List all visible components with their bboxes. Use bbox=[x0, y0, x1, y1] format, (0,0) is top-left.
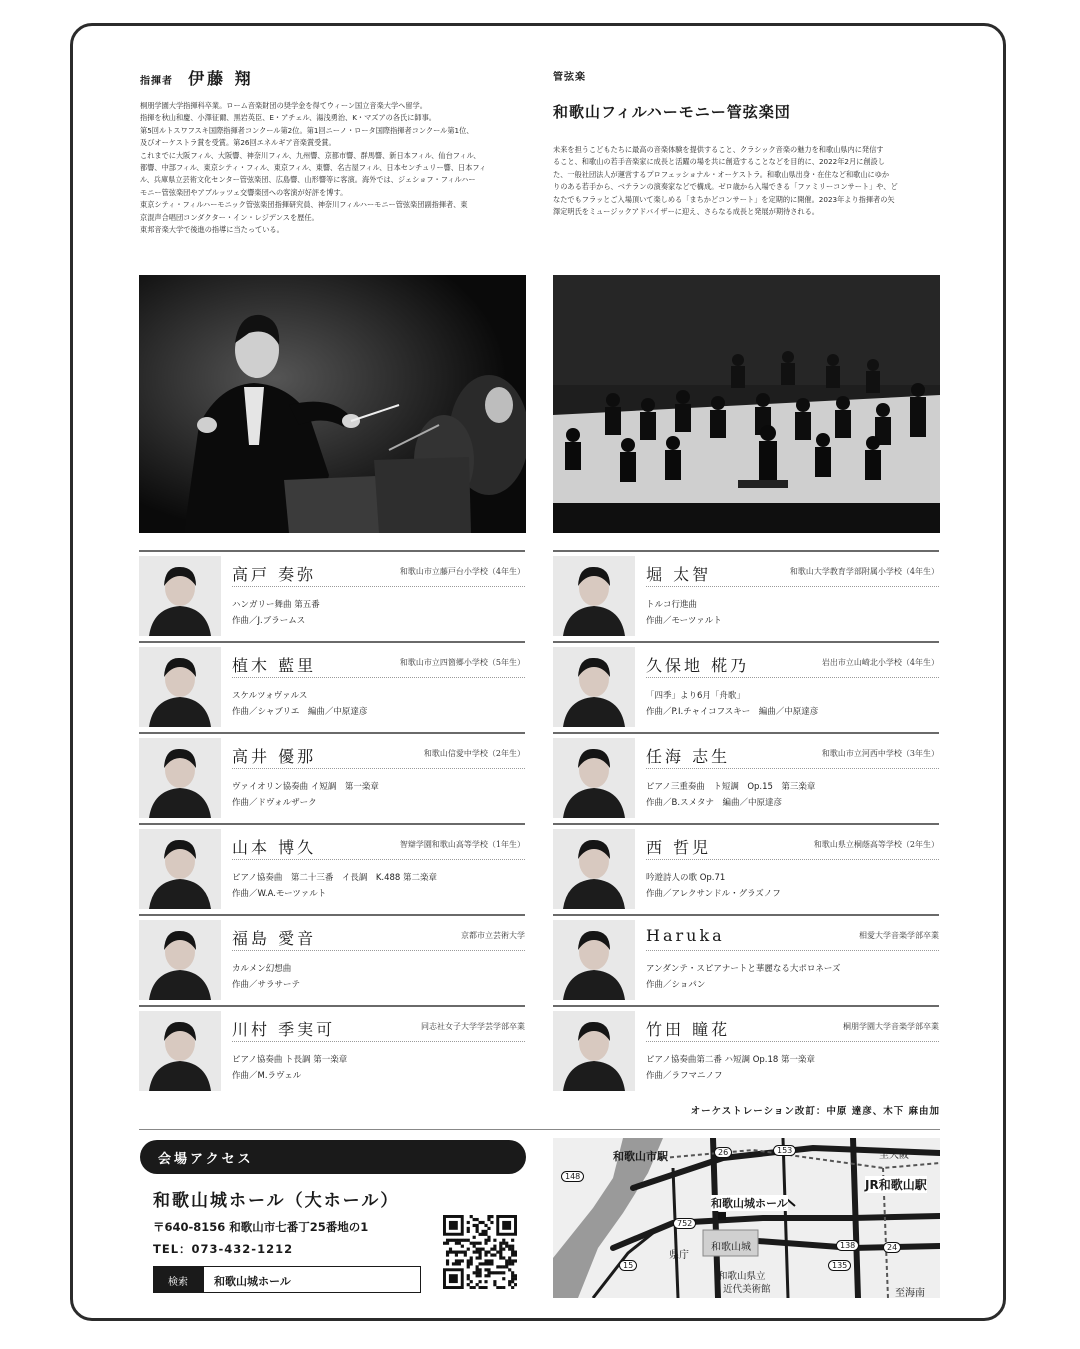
performer-composer: 作曲／M.ラヴェル bbox=[232, 1071, 302, 1081]
performer-composer: 作曲／ショパン bbox=[646, 980, 706, 990]
search-box[interactable] bbox=[153, 1266, 421, 1293]
map-label-museum-2: 近代美術館 bbox=[723, 1284, 771, 1295]
card-divider bbox=[139, 1005, 525, 1007]
conductor-photo bbox=[139, 275, 526, 533]
dotted-divider bbox=[646, 768, 939, 769]
performer-name: 任海 志生 bbox=[646, 747, 731, 766]
performer-card bbox=[139, 914, 525, 1002]
orchestra-name: 和歌山フィルハーモニー管弦楽団 bbox=[553, 103, 791, 121]
card-divider bbox=[553, 550, 939, 552]
performer-school: 相愛大学音楽学部卒業 bbox=[859, 931, 939, 940]
performer-card bbox=[139, 550, 525, 638]
performer-photo bbox=[139, 829, 221, 909]
route-badge: 24 bbox=[883, 1242, 901, 1253]
performer-photo bbox=[553, 829, 635, 909]
performer-card bbox=[553, 550, 939, 638]
performer-piece: ハンガリー舞曲 第五番 bbox=[232, 600, 320, 610]
bio-line: 東邦音楽大学で後進の指導に当たっている。 bbox=[140, 225, 284, 235]
bio-line: 未来を担うこどもたちに最高の音楽体験を提供すること、クラシック音楽の魅力を和歌山県内に発信す bbox=[553, 145, 884, 154]
performer-piece: トルコ行進曲 bbox=[646, 600, 698, 610]
performer-card bbox=[553, 823, 939, 911]
route-badge: 26 bbox=[714, 1147, 732, 1158]
performer-card bbox=[553, 1005, 939, 1093]
performer-piece: ピアノ協奏曲 ト長調 第一楽章 bbox=[232, 1055, 348, 1065]
bio-line: 東京シティ・フィルハーモニック管弦楽団指揮研究員、神奈川フィルハーモニー管弦楽団副指揮者、東 bbox=[140, 200, 468, 210]
divider bbox=[139, 1129, 940, 1130]
performer-name: 植木 藍里 bbox=[232, 656, 317, 675]
dotted-divider bbox=[232, 586, 525, 587]
card-divider bbox=[139, 823, 525, 825]
performer-name: 山本 博久 bbox=[232, 838, 317, 857]
bio-line: た、一般社団法人が運営するプロフェッショナル・オーケストラ。和歌山県出身・在住など和歌山にゆか bbox=[553, 169, 890, 179]
performer-card bbox=[553, 641, 939, 729]
performer-school: 同志社女子大学学芸学部卒業 bbox=[421, 1022, 525, 1031]
performer-name: Haruka bbox=[646, 926, 725, 945]
performer-card bbox=[139, 1005, 525, 1093]
performer-card bbox=[139, 732, 525, 820]
performer-photo bbox=[139, 738, 221, 818]
performer-piece: カルメン幻想曲 bbox=[232, 964, 292, 974]
search-label-bg bbox=[154, 1267, 204, 1292]
access-map bbox=[553, 1138, 940, 1298]
bio-line: りのある若手から、ベテランの演奏家などで構成。ゼロ歳から入場できる「ファミリーコンサート」や、ど bbox=[553, 182, 898, 192]
conductor-name: 伊藤 翔 bbox=[188, 69, 254, 88]
dotted-divider bbox=[232, 768, 525, 769]
access-heading-bar bbox=[140, 1140, 526, 1174]
performer-name: 川村 季実可 bbox=[232, 1020, 336, 1039]
performer-photo bbox=[139, 647, 221, 727]
performer-composer: 作曲／ドヴォルザーク bbox=[232, 798, 317, 808]
performer-composer: 作曲／シャブリエ 編曲／中原達彦 bbox=[232, 707, 368, 717]
performer-photo bbox=[553, 1011, 635, 1091]
bio-line: これまでに大阪フィル、大阪響、神奈川フィル、九州響、京都市響、群馬響、新日本フィル、仙台フィル、 bbox=[140, 150, 481, 160]
performer-piece: 吟遊詩人の歌 Op.71 bbox=[646, 873, 726, 883]
performer-piece: スケルツォヴァルス bbox=[232, 691, 308, 701]
orchestra-label: 管弦楽 bbox=[553, 72, 586, 83]
performer-card bbox=[553, 732, 939, 820]
card-divider bbox=[139, 732, 525, 734]
card-divider bbox=[553, 914, 939, 916]
card-divider bbox=[139, 550, 525, 552]
orchestra-bio bbox=[553, 144, 943, 218]
dotted-divider bbox=[232, 1041, 525, 1042]
performer-photo bbox=[553, 738, 635, 818]
route-badge: 15 bbox=[619, 1260, 637, 1271]
route-badge: 138 bbox=[836, 1240, 859, 1251]
performer-composer: 作曲／B.スメタナ 編曲／中原達彦 bbox=[646, 798, 783, 808]
performer-composer: 作曲／J.ブラームス bbox=[232, 616, 306, 626]
venue-name: 和歌山城ホール（大ホール） bbox=[153, 1191, 400, 1211]
map-label-to-kainan: 至海南 bbox=[895, 1288, 925, 1298]
performer-name: 堀 太智 bbox=[646, 565, 712, 584]
card-divider bbox=[553, 732, 939, 734]
performer-piece: ピアノ協奏曲 第二十三番 イ長調 K.488 第二楽章 bbox=[232, 873, 438, 883]
card-divider bbox=[139, 641, 525, 643]
performer-photo bbox=[139, 1011, 221, 1091]
bio-line: 指揮を秋山和慶、小澤征爾、黒岩英臣、E・アチェル、湯浅勇治、K・マズアの各氏に師事。 bbox=[140, 113, 436, 123]
map-label-museum-1: 和歌山県立 bbox=[718, 1271, 766, 1282]
dotted-divider bbox=[232, 677, 525, 678]
bio-line: 桐朋学園大学指揮科卒業。ローム音楽財団の奨学金を得てウィーン国立音楽大学へ留学。 bbox=[140, 101, 427, 110]
performer-photo bbox=[553, 647, 635, 727]
dotted-divider bbox=[646, 1041, 939, 1042]
bio-line: ル、兵庫県立芸術文化センター管弦楽団、広島響、山形響等に客演。海外では、ジェショフ・フィルハー bbox=[140, 175, 476, 185]
bio-line: なたでもフラッとご入場頂いて楽しめる「まちかどコンサート」を定期的に開催。2023年より指揮者の矢 bbox=[553, 194, 895, 204]
performer-piece: 「四季」より6月「舟歌」 bbox=[646, 691, 745, 701]
performer-card bbox=[139, 823, 525, 911]
card-divider bbox=[553, 1005, 939, 1007]
map-label-to-osaka: 至大阪 bbox=[879, 1150, 909, 1161]
performer-school: 和歌山県立桐蔭高等学校（2年生） bbox=[813, 840, 939, 849]
performer-school: 京都市立芸術大学 bbox=[461, 931, 525, 940]
dotted-divider bbox=[646, 859, 939, 860]
map-label-wakayamashi-station: 和歌山市駅 bbox=[613, 1150, 668, 1163]
bio-line: ること、和歌山の若手音楽家に成長と活躍の場を共に創造することなどを目的に、2022年2月に創設し bbox=[553, 157, 885, 167]
bio-line: モニー管弦楽団やアブルッツェ交響楽団への客演が好評を博す。 bbox=[140, 187, 348, 197]
performer-school: 和歌山大学教育学部附属小学校（4年生） bbox=[789, 567, 939, 576]
performer-composer: 作曲／サラサーテ bbox=[232, 980, 301, 990]
conductor-heading bbox=[140, 66, 254, 89]
bio-line: 京混声合唱団コンダクター・イン・レジデンスを歴任。 bbox=[140, 212, 319, 222]
performer-piece: ヴァイオリン協奏曲 イ短調 第一楽章 bbox=[232, 782, 379, 792]
performer-card bbox=[139, 641, 525, 729]
route-badge: 135 bbox=[828, 1260, 851, 1271]
conductor-bio bbox=[140, 100, 532, 236]
card-divider bbox=[553, 641, 939, 643]
orchestra-photo bbox=[553, 275, 940, 533]
performer-composer: 作曲／モーツァルト bbox=[646, 616, 722, 626]
performer-photo bbox=[139, 920, 221, 1000]
performer-name: 福島 愛音 bbox=[232, 929, 317, 948]
bio-line: 及びオーケストラ賞を受賞。第26回エネルギア音楽賞受賞。 bbox=[140, 138, 336, 148]
map-label-castle: 和歌山城 bbox=[711, 1242, 751, 1253]
dotted-divider bbox=[232, 859, 525, 860]
route-badge: 153 bbox=[773, 1145, 796, 1156]
performer-school: 桐朋学園大学音楽学部卒業 bbox=[843, 1022, 939, 1031]
qr-code-icon[interactable] bbox=[443, 1215, 517, 1289]
performer-school: 和歌山市立四箇郷小学校（5年生） bbox=[399, 658, 525, 667]
performer-photo bbox=[553, 920, 635, 1000]
performer-school: 和歌山信愛中学校（2年生） bbox=[423, 749, 525, 758]
search-label: 検索 bbox=[168, 1277, 188, 1288]
performer-name: 西 哲児 bbox=[646, 838, 712, 857]
venue-address: 〒640-8156 和歌山市七番丁25番地の1 bbox=[153, 1220, 369, 1234]
performer-name: 竹田 瞳花 bbox=[646, 1020, 731, 1039]
dotted-divider bbox=[646, 950, 939, 951]
performer-piece: ピアノ三重奏曲 ト短調 Op.15 第三楽章 bbox=[646, 782, 816, 792]
route-badge: 148 bbox=[561, 1171, 584, 1182]
orchestration-credit: オーケストレーション改訂：中原 達彦、木下 麻由加 bbox=[690, 1106, 940, 1117]
dotted-divider bbox=[646, 586, 939, 587]
dotted-divider bbox=[646, 677, 939, 678]
performer-school: 岩出市立山崎北小学校（4年生） bbox=[821, 658, 939, 667]
bio-line: 澤定明氏をミュージックアドバイザーに迎え、さらなる成長と発展が期待される。 bbox=[553, 207, 819, 217]
performer-name: 高井 優那 bbox=[232, 747, 317, 766]
performer-composer: 作曲／アレクサンドル・グラズノフ bbox=[646, 889, 781, 899]
performer-composer: 作曲／W.A.モーツァルト bbox=[232, 889, 327, 899]
performer-piece: ピアノ協奏曲第二番 ハ短調 Op.18 第一楽章 bbox=[646, 1055, 816, 1065]
performer-composer: 作曲／P.I.チャイコフスキー 編曲／中原達彦 bbox=[646, 707, 819, 717]
map-label-hall: 和歌山城ホール bbox=[711, 1197, 788, 1210]
performer-school: 和歌山市立河西中学校（3年生） bbox=[821, 749, 939, 758]
map-label-pref-office: 県庁 bbox=[669, 1250, 689, 1261]
performer-composer: 作曲／ラフマニノフ bbox=[646, 1071, 723, 1081]
card-divider bbox=[553, 823, 939, 825]
performer-card bbox=[553, 914, 939, 1002]
performer-name: 高戸 奏弥 bbox=[232, 565, 317, 584]
dotted-divider bbox=[232, 950, 525, 951]
performer-photo bbox=[553, 556, 635, 636]
card-divider bbox=[139, 914, 525, 916]
performer-school: 智辯学園和歌山高等学校（1年生） bbox=[399, 840, 525, 849]
route-badge: 752 bbox=[673, 1218, 696, 1229]
conductor-label: 指揮者 bbox=[140, 76, 173, 87]
bio-line: 都響、中部フィル、東京シティ・フィル、東京フィル、東響、名古屋フィル、日本センチュリー響、日本フィ bbox=[140, 163, 487, 173]
search-value: 和歌山城ホール bbox=[214, 1275, 291, 1288]
performer-piece: アンダンテ・スピアナートと華麗なる大ポロネーズ bbox=[646, 964, 841, 974]
performer-school: 和歌山市立藤戸台小学校（4年生） bbox=[399, 567, 525, 576]
access-heading: 会場アクセス bbox=[158, 1152, 254, 1167]
performer-photo bbox=[139, 556, 221, 636]
performer-name: 久保地 椛乃 bbox=[646, 656, 750, 675]
venue-tel: TEL：073-432-1212 bbox=[153, 1242, 294, 1256]
map-label-jr-station: JR和歌山駅 bbox=[865, 1178, 927, 1192]
bio-line: 第5回ルトスワフスキ国際指揮者コンクール第2位。第1回ニーノ・ロータ国際指揮者コンクール第1位、 bbox=[140, 125, 474, 135]
